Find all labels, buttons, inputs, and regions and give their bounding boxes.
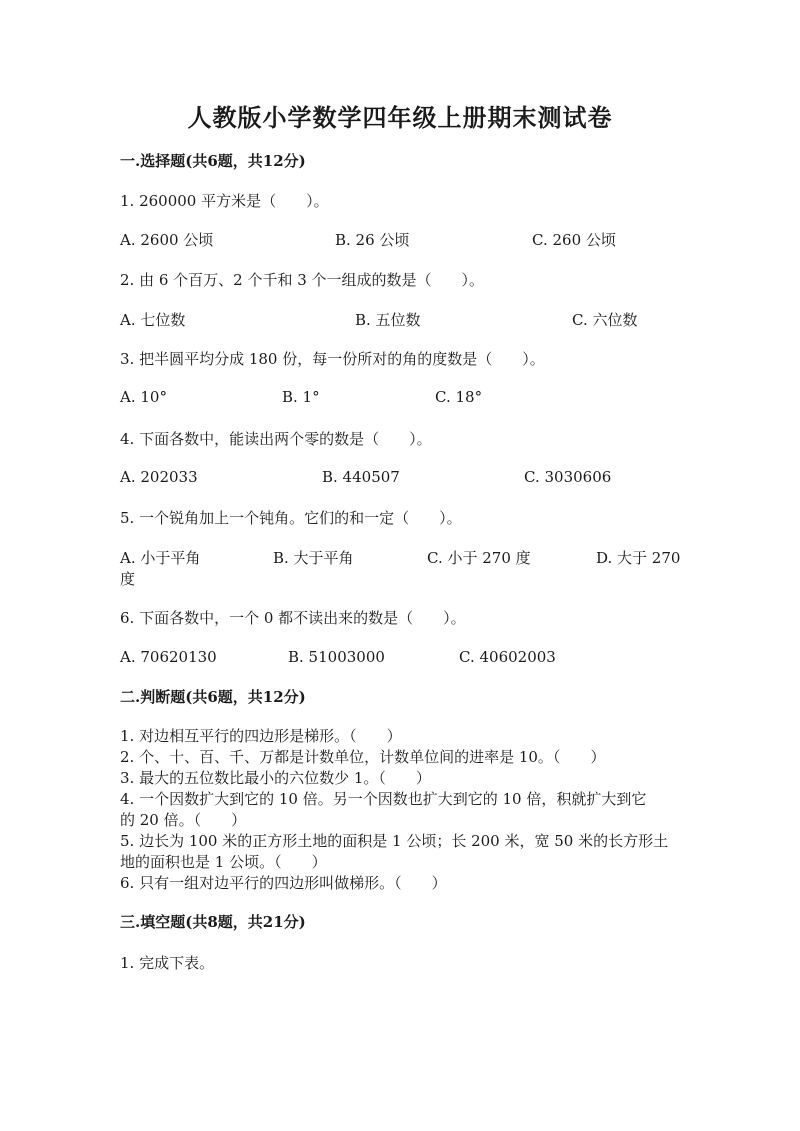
section-heading-fill-in: 三.填空题(共8题，共21分) — [120, 913, 306, 931]
option-b: B. 26 公顷 — [335, 231, 410, 249]
option-a: A. 小于平角 — [120, 549, 201, 567]
option-a: A. 七位数 — [120, 311, 186, 329]
option-b: B. 440507 — [322, 468, 400, 486]
question-text: 1. 260000 平方米是（ ）。 — [120, 192, 329, 210]
option-c: C. 40602003 — [459, 648, 556, 666]
question-text: 5. 一个锐角加上一个钝角。它们的和一定（ ）。 — [120, 509, 462, 527]
judgement-line: 1. 对边相互平行的四边形是梯形。（ ） — [120, 727, 402, 745]
option-b: B. 1° — [282, 388, 320, 406]
question-text: 3. 把半圆平均分成 180 份，每一份所对的角的度数是（ ）。 — [120, 350, 545, 368]
judgement-line: 的 20 倍。（ ） — [120, 811, 247, 829]
option-a: A. 2600 公顷 — [120, 231, 214, 249]
question-text: 2. 由 6 个百万、2 个千和 3 个一组成的数是（ ）。 — [120, 271, 485, 289]
question-text: 1. 完成下表。 — [120, 954, 215, 972]
option-c: C. 260 公顷 — [532, 231, 616, 249]
page-title: 人教版小学数学四年级上册期末测试卷 — [187, 103, 613, 132]
section-heading-judgement: 二.判断题(共6题，共12分) — [120, 688, 306, 706]
option-b: B. 51003000 — [288, 648, 385, 666]
option-c: C. 18° — [435, 388, 483, 406]
option-d-wrap: 度 — [120, 570, 136, 588]
option-c: C. 小于 270 度 — [427, 549, 531, 567]
option-c: C. 3030606 — [524, 468, 612, 486]
question-text: 4. 下面各数中，能读出两个零的数是（ ）。 — [120, 430, 432, 448]
option-d: D. 大于 270 — [596, 549, 681, 567]
option-b: B. 大于平角 — [273, 549, 354, 567]
question-text: 6. 下面各数中，一个 0 都不读出来的数是（ ）。 — [120, 609, 466, 627]
judgement-line: 4. 一个因数扩大到它的 10 倍。另一个因数也扩大到它的 10 倍，积就扩大到它 — [120, 790, 647, 808]
option-a: A. 10° — [120, 388, 167, 406]
judgement-line: 3. 最大的五位数比最小的六位数少 1。（ ） — [120, 769, 431, 787]
judgement-line: 地的面积也是 1 公顷。（ ） — [120, 853, 327, 871]
section-heading-choice: 一.选择题(共6题，共12分) — [120, 152, 306, 170]
judgement-line: 6. 只有一组对边平行的四边形叫做梯形。（ ） — [120, 874, 447, 892]
option-a: A. 202033 — [120, 468, 198, 486]
option-b: B. 五位数 — [355, 311, 421, 329]
judgement-line: 5. 边长为 100 米的正方形土地的面积是 1 公顷；长 200 米，宽 50 米的长方形土 — [120, 832, 669, 850]
judgement-line: 2. 个、十、百、千、万都是计数单位，计数单位间的进率是 10。（ ） — [120, 748, 606, 766]
option-c: C. 六位数 — [572, 311, 638, 329]
option-a: A. 70620130 — [120, 648, 217, 666]
